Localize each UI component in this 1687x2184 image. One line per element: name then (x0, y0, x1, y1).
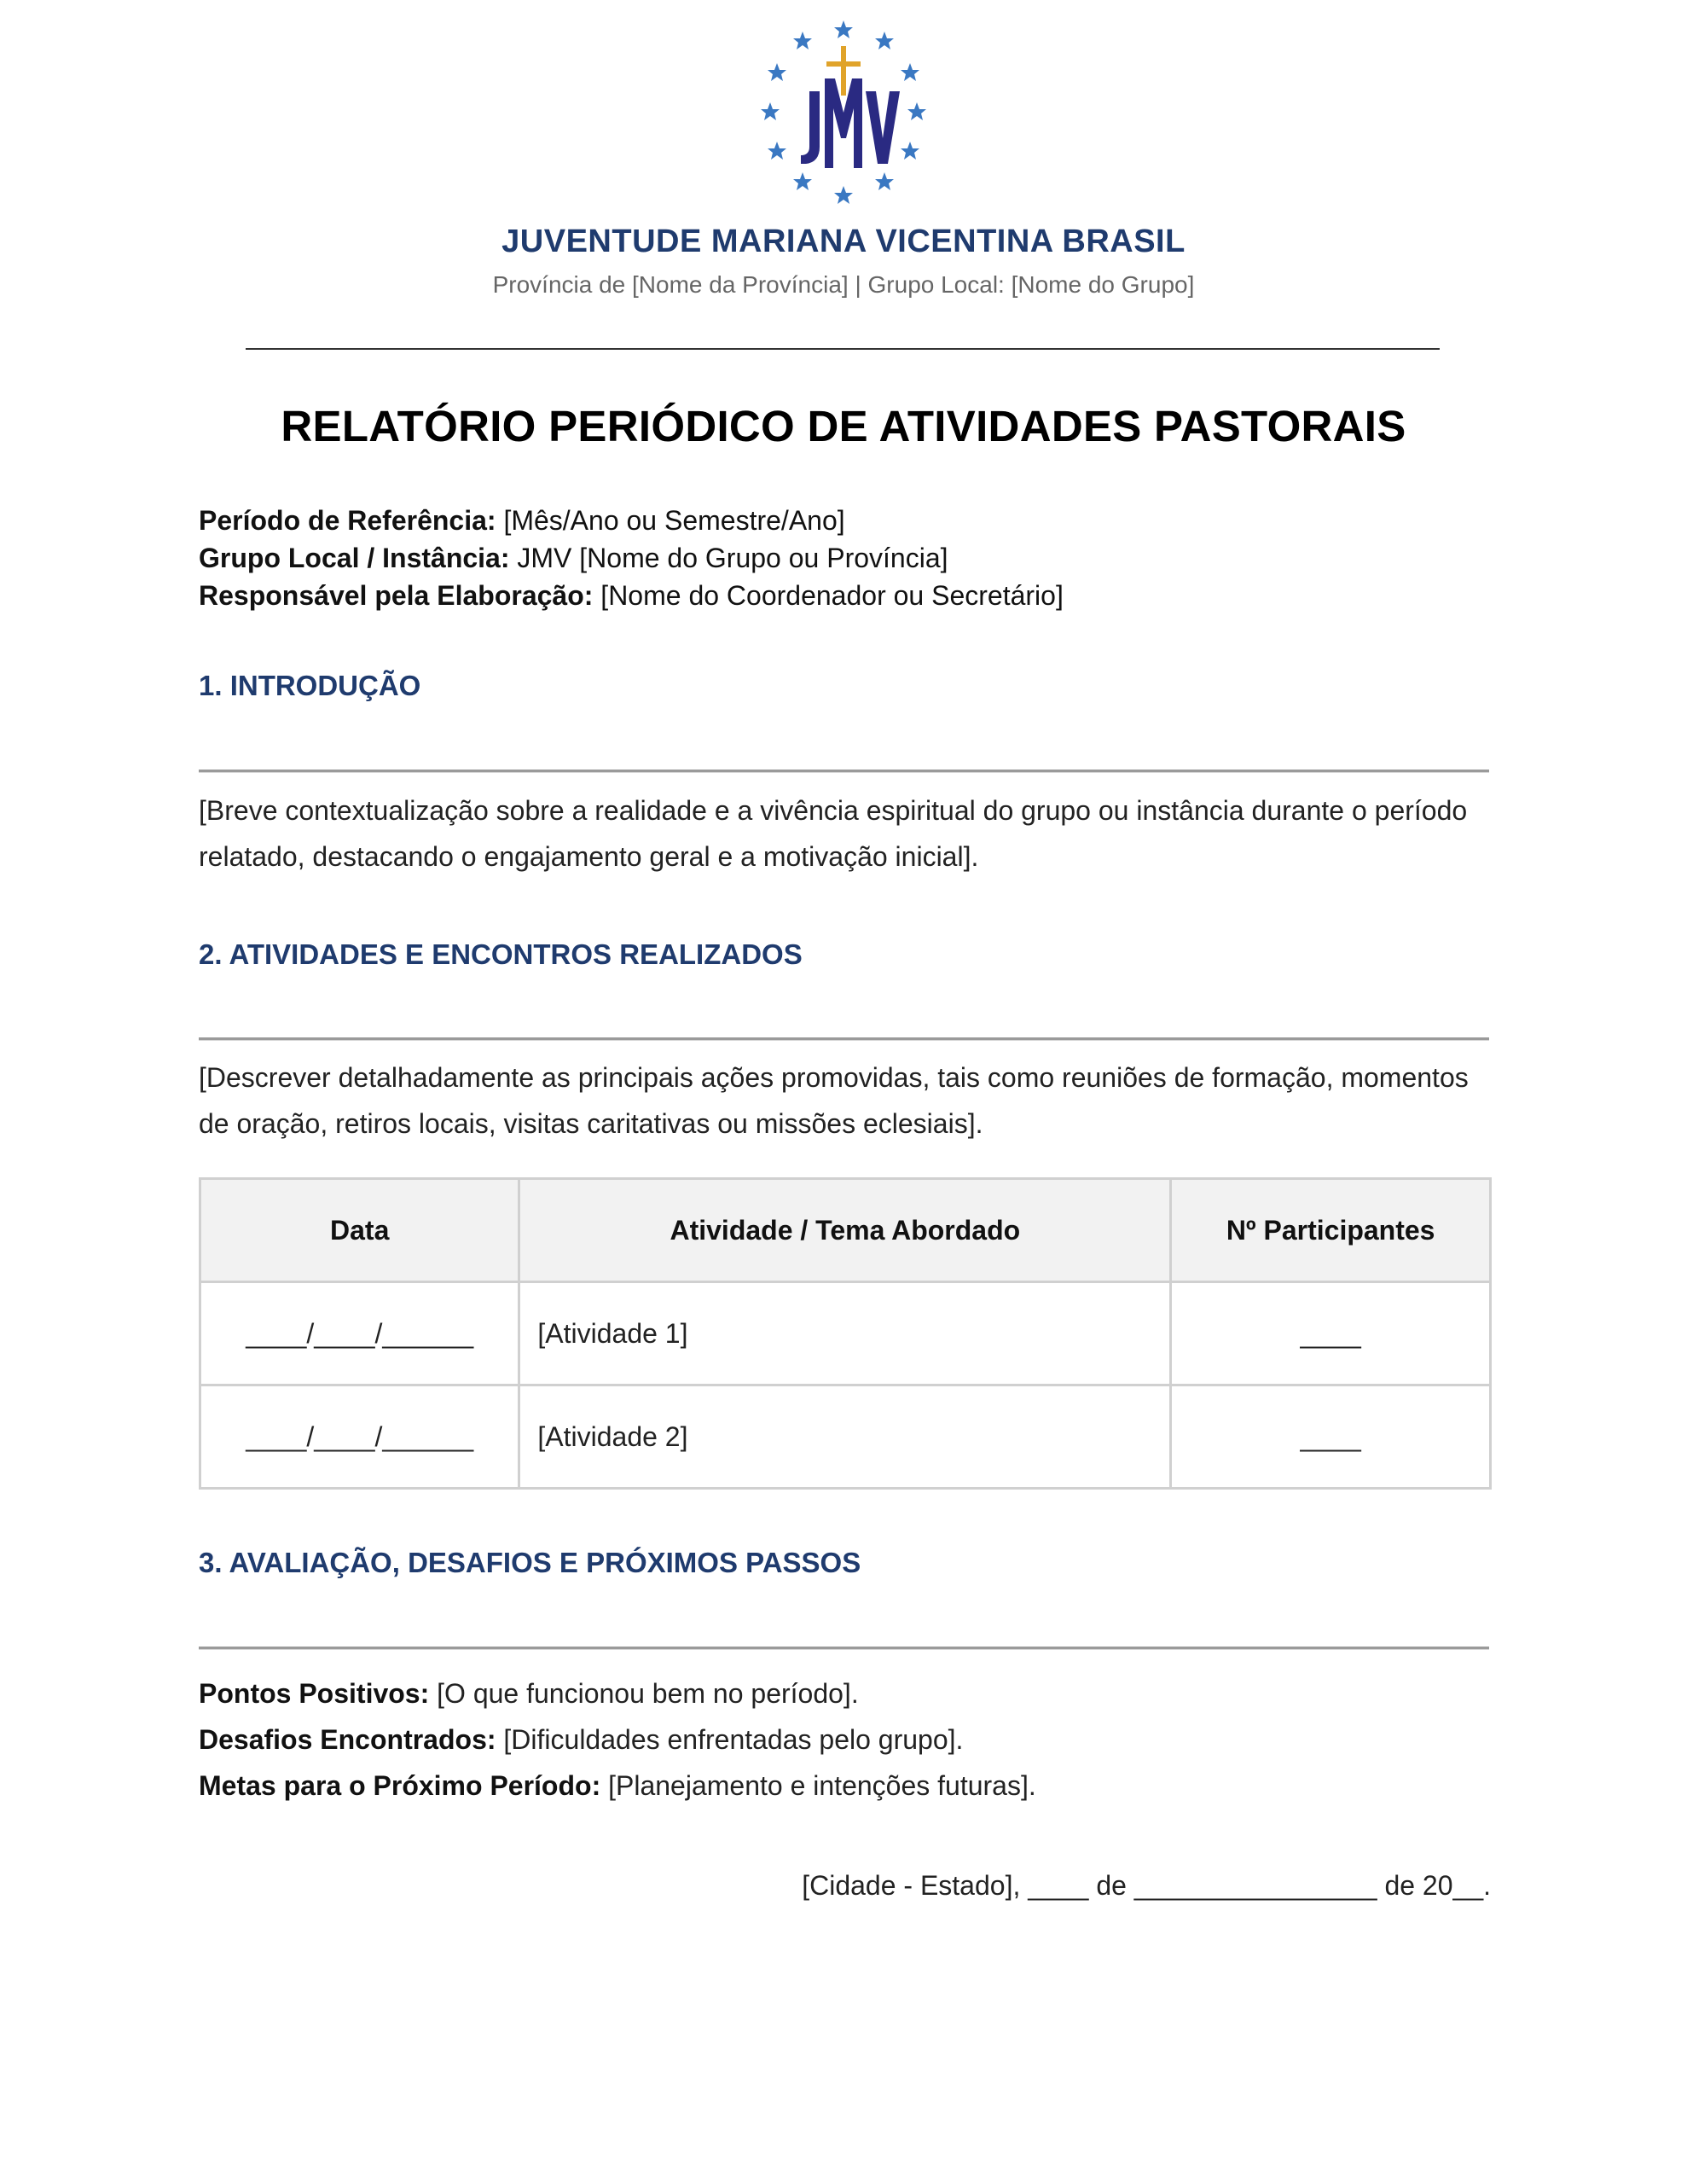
row-1-activity: [Atividade 1] (519, 1282, 1171, 1385)
table-row (200, 1385, 1491, 1489)
organization-subtitle: Província de [Nome da Província] | Grupo Local: [Nome do Grupo] (492, 271, 1195, 298)
section-2-text: [Descrever detalhadamente as principais ações promovidas, tais como reuniões de formação, momentos de oração, retiros locais, visitas caritativas ou missões eclesiais]. (199, 1062, 1469, 1139)
eval-positives-label: Pontos Positivos: (199, 1678, 430, 1709)
meta-period-value: [Mês/Ano ou Semestre/Ano] (496, 505, 845, 536)
eval-challenges-label: Desafios Encontrados: (199, 1724, 496, 1755)
row-1-date: ____/____/______ (200, 1282, 519, 1385)
evaluation-list (199, 1670, 1036, 1809)
report-metadata (199, 502, 1064, 614)
eval-goals (199, 1763, 1036, 1809)
header-activity: Atividade / Tema Abordado (519, 1179, 1171, 1282)
eval-goals-value: [Planejamento e intenções futuras]. (600, 1770, 1036, 1801)
header-participants: Nº Participantes (1171, 1179, 1491, 1282)
activities-table (199, 1177, 1492, 1490)
row-1-participants: ____ (1171, 1282, 1491, 1385)
section-1-text: [Breve contextualização sobre a realidade e a vivência espiritual do grupo ou instância durante o período relatado, destacando o engajamento geral e a motivação inicial]. (199, 795, 1468, 872)
section-1-title: 1. INTRODUÇÃO (199, 670, 421, 701)
section-3-divider (199, 1647, 1489, 1649)
row-2-date: ____/____/______ (200, 1385, 519, 1489)
section-1-divider (199, 770, 1489, 772)
section-3-title: 3. AVALIAÇÃO, DESAFIOS E PRÓXIMOS PASSOS (199, 1547, 861, 1578)
meta-period-label: Período de Referência: (199, 505, 496, 536)
header-divider (246, 348, 1440, 350)
table-row (200, 1282, 1491, 1385)
table-header-row (200, 1179, 1491, 1282)
meta-group-label: Grupo Local / Instância: (199, 543, 510, 573)
meta-period (199, 502, 1064, 539)
eval-positives (199, 1670, 1036, 1716)
eval-challenges (199, 1716, 1036, 1763)
meta-responsible-value: [Nome do Coordenador ou Secretário] (593, 580, 1064, 611)
meta-responsible (199, 577, 1064, 614)
eval-positives-value: [O que funcionou bem no período]. (429, 1678, 859, 1709)
document-title: RELATÓRIO PERIÓDICO DE ATIVIDADES PASTORAIS (281, 402, 1406, 450)
organization-name: JUVENTUDE MARIANA VICENTINA BRASIL (501, 224, 1186, 259)
meta-group (199, 539, 1064, 577)
meta-responsible-label: Responsável pela Elaboração: (199, 580, 594, 611)
jmv-logo-icon (758, 19, 929, 206)
row-2-participants: ____ (1171, 1385, 1491, 1489)
place-date-line: [Cidade - Estado], ____ de ________________ de 20__. (802, 1870, 1491, 1901)
section-2-divider (199, 1037, 1489, 1040)
header-date: Data (200, 1179, 519, 1282)
eval-challenges-value: [Dificuldades enfrentadas pelo grupo]. (496, 1724, 964, 1755)
row-2-activity: [Atividade 2] (519, 1385, 1171, 1489)
section-2-title: 2. ATIVIDADES E ENCONTROS REALIZADOS (199, 938, 803, 970)
meta-group-value: JMV [Nome do Grupo ou Província] (509, 543, 948, 573)
eval-goals-label: Metas para o Próximo Período: (199, 1770, 601, 1801)
